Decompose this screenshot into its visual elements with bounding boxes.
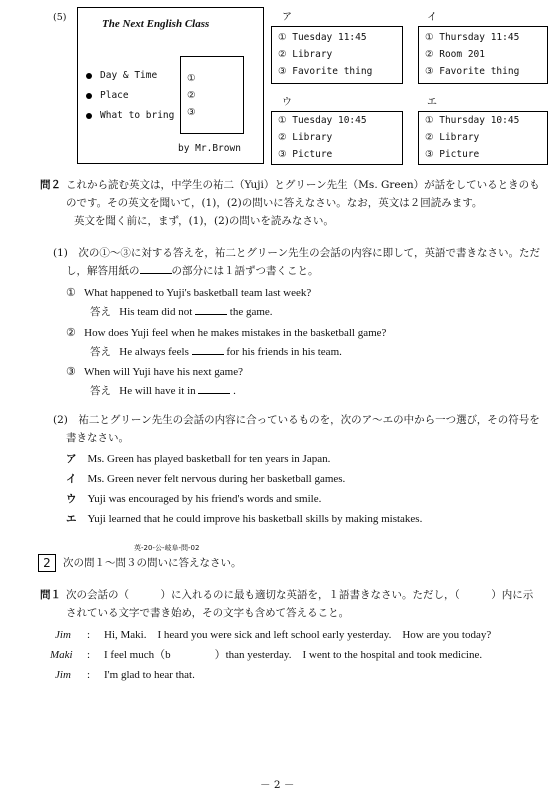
board-item: Day & Time <box>86 68 157 84</box>
circled-number: ③ <box>187 107 196 118</box>
option-line: ① Thursday 10:45 <box>425 115 520 126</box>
option-label: イ <box>427 12 437 23</box>
option-line: ③ Favorite thing <box>278 66 373 77</box>
answer-blank <box>195 314 227 315</box>
english-question: ① What happened to Yuji's basketball team last week? <box>66 287 312 299</box>
option-line: ③ Favorite thing <box>425 66 520 77</box>
option-line: ① Tuesday 11:45 <box>278 32 367 43</box>
bullet-icon <box>86 113 92 119</box>
dialog-line: I feel much（b ）than yesterday. I went to the hospital and took medicine. <box>104 649 483 661</box>
blank-box <box>180 56 244 134</box>
bullet-icon <box>86 93 92 99</box>
page-number: － 2 － <box>260 779 295 791</box>
sub-question-text: (1) 次の①～③に対する答えを，祐二とグリーン先生の会話の内容に即して，英語で書きなさい。ただ <box>53 247 540 259</box>
option-line: ① Tuesday 10:45 <box>278 115 367 126</box>
board-item: Place <box>86 88 129 104</box>
option-label: ア <box>282 12 292 23</box>
option-line: ③ Picture <box>278 149 333 160</box>
question-heading: 問１ <box>40 589 61 601</box>
option-line: ① Thursday 11:45 <box>425 32 520 43</box>
board-author: by Mr.Brown <box>178 143 241 154</box>
dialog-colon: : <box>87 649 91 661</box>
section-code: 英-20-公-岐阜-問-02 <box>134 544 200 552</box>
dialog-colon: : <box>87 629 91 641</box>
option-label: ウ <box>282 97 292 108</box>
dialog-line: I'm glad to hear that. <box>104 669 195 681</box>
dialog-line: Hi, Maki. I heard you were sick and left school early yesterday. How are you today? <box>104 629 492 641</box>
instruction-text: されている文字で書き始め，その文字も含めて答えること。 <box>66 607 350 619</box>
answer-line: 答え His team did not the game. <box>90 306 273 318</box>
section-number: 2 <box>38 554 56 572</box>
board-title: The Next English Class <box>102 18 210 30</box>
english-question: ③ When will Yuji have his next game? <box>66 366 243 378</box>
circled-number: ② <box>187 90 196 101</box>
circled-number: ① <box>187 73 196 84</box>
answer-blank <box>192 354 224 355</box>
choice-item: ア Ms. Green has played basketball for ten years in Japan. <box>66 453 331 465</box>
dialog-speaker: Maki <box>50 649 73 661</box>
dialog-speaker: Jim <box>55 669 71 681</box>
option-box <box>418 111 548 165</box>
choice-item: イ Ms. Green never felt nervous during her basketball games. <box>66 473 346 485</box>
option-line: ② Room 201 <box>425 49 485 60</box>
instruction-text: 英文を聞く前に，まず，(1)，(2)の問いを読みなさい。 <box>74 215 334 227</box>
instruction-text: これから読む英文は，中学生の祐二（Yuji）とグリーン先生（Ms. Green）が話をしているときのも <box>66 179 540 191</box>
dialog-speaker: Jim <box>55 629 71 641</box>
option-line: ② Library <box>425 132 480 143</box>
choice-item: ウ Yuji was encouraged by his friend's words and smile. <box>66 493 322 505</box>
sub-question-text: し，解答用紙の の部分には１語ずつ書くこと。 <box>66 265 319 277</box>
notice-board <box>77 7 264 164</box>
option-label: エ <box>427 97 437 108</box>
question-heading: 問２ <box>40 179 61 191</box>
board-item: What to bring <box>86 108 174 124</box>
answer-blank <box>140 273 172 274</box>
dialog-colon: : <box>87 669 91 681</box>
sub-question-text: 書きなさい。 <box>66 432 129 444</box>
option-line: ② Library <box>278 132 333 143</box>
question-number: (5) <box>53 12 67 23</box>
english-question: ② How does Yuji feel when he makes mistakes in the basketball game? <box>66 327 387 339</box>
instruction-text: 次の会話の（ ）に入れるのに最も適切な英語を，１語書きなさい。ただし，（ ）内に示 <box>66 589 534 601</box>
section-instruction: 次の問１～問３の問いに答えなさい。 <box>63 557 242 569</box>
option-box <box>271 111 403 165</box>
answer-line: 答え He will have it in . <box>90 385 236 397</box>
option-box <box>271 26 403 84</box>
sub-question-text: (2) 祐二とグリーン先生の会話の内容に合っているものを，次のア～エの中から一つ選び，その符号を <box>53 414 540 426</box>
instruction-text: のです。その英文を聞いて，(1)，(2)の問いに答えなさい。なお，英文は２回読みます。 <box>66 197 483 209</box>
option-line: ② Library <box>278 49 333 60</box>
bullet-icon <box>86 73 92 79</box>
option-line: ③ Picture <box>425 149 480 160</box>
answer-line: 答え He always feels for his friends in his team. <box>90 346 342 358</box>
option-box <box>418 26 548 84</box>
choice-item: エ Yuji learned that he could improve his basketball skills by making mistakes. <box>66 513 423 525</box>
answer-blank <box>198 393 230 394</box>
